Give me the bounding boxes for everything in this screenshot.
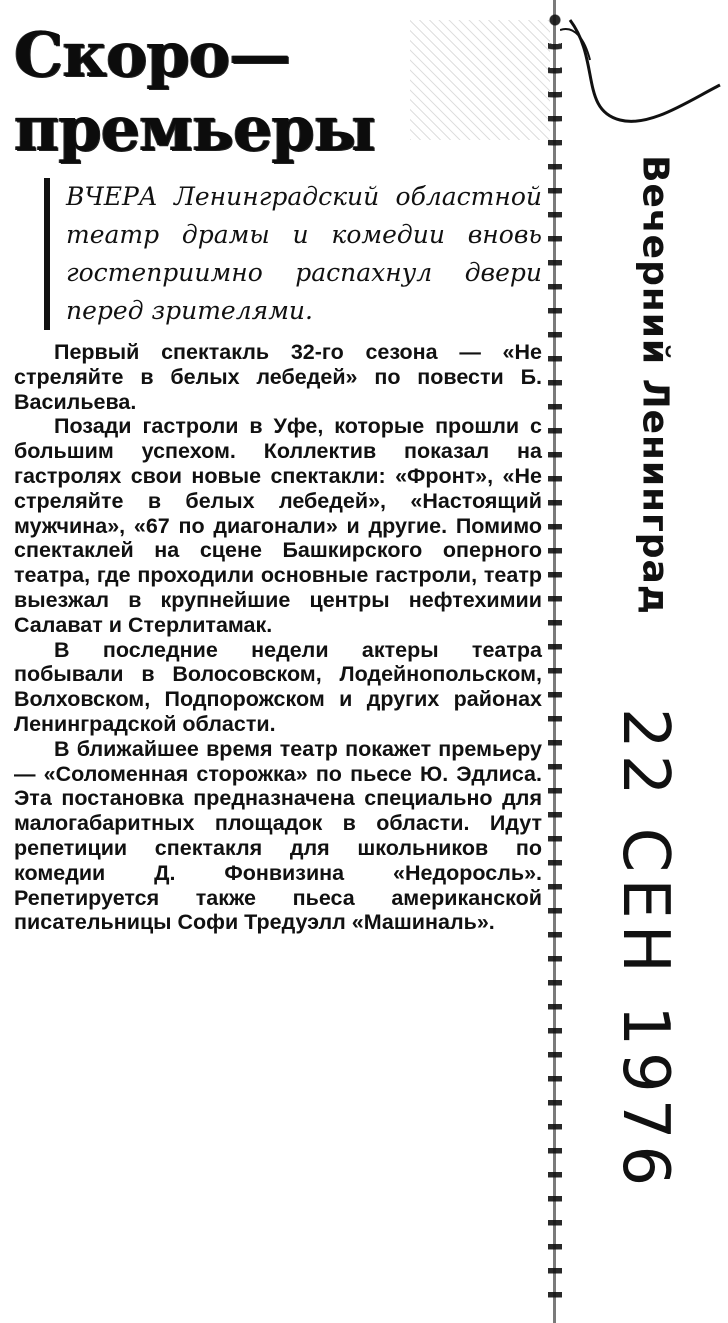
- body-paragraph: В последние недели актеры театра побывали в Волосовском, Лодейнопольском, Волховском, Подпорожском и других районах Ленинградской области.: [14, 637, 542, 736]
- pen-scribble-icon: [560, 0, 728, 140]
- headline: [14, 18, 542, 166]
- body-paragraph: Первый спектакль 32-го сезона — «Не стреляйте в белых лебедей» по повести Б. Васильева.: [14, 340, 542, 414]
- headline-line-1: Скоро—: [14, 18, 291, 91]
- body-paragraph: В ближайшее время театр покажет премьеру — «Соломенная сторожка» по пьесе Ю. Эдлиса. Эта постановка предназначена специально для малогабаритных площадок в области. Идут репетиции спектакля для школьников по комедии Д. Фонвизина «Недоросль». Репетируется также пьеса американской писательницы Софи Тредуэлл «Машиналь».: [14, 736, 542, 935]
- body-paragraph: Позади гастроли в Уфе, которые прошли с большим успехом. Коллектив показал на гастролях свои новые спектакли: «Фронт», «Не стреляйте в белых лебедей», «Настоящий мужчина», «67 по диагонали» и другие. Помимо спектаклей на сцене Башкирского оперного театра, где проходили основные гастроли, театр выезжал в крупнейшие центры нефтехимии Салават и Стерлитамак.: [14, 414, 542, 637]
- article-body: [14, 340, 542, 935]
- date-stamp: [590, 707, 700, 1193]
- source-name: Вечерний Ленинград: [634, 155, 676, 615]
- date-stamp-text: 22 СЕН 1976: [608, 707, 682, 1193]
- lead-paragraph: ВЧЕРА Ленинградский областной театр драмы и комедии вновь гостеприимно распахнул двери перед зрителями.: [44, 178, 542, 330]
- source-label: [600, 150, 710, 620]
- article: [14, 18, 542, 935]
- headline-line-2: премьеры: [14, 92, 376, 165]
- torn-edge-decoration: [548, 10, 562, 1310]
